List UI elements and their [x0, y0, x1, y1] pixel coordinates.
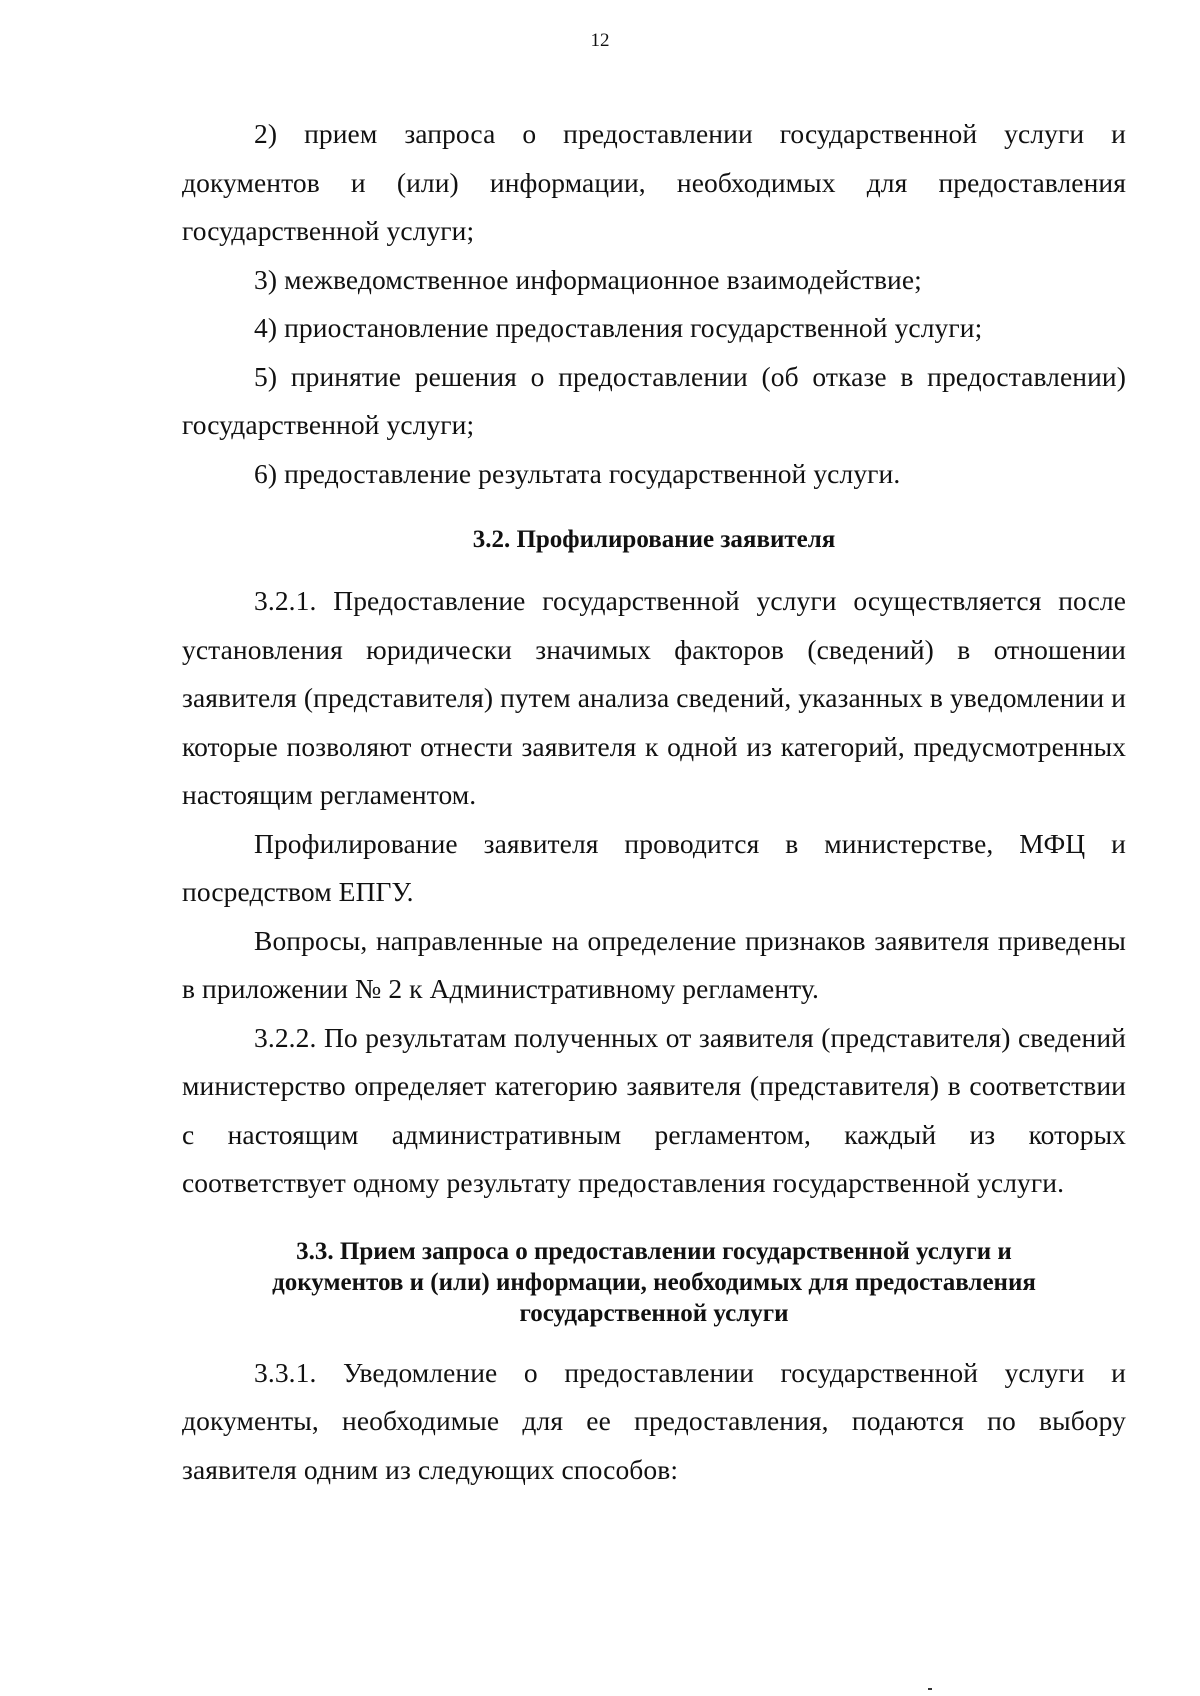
list-item-6: 6) предоставление результата государственной услуги. — [254, 457, 901, 489]
paragraph-questions-appendix: Вопросы, направленные на определение признаков заявителя приведены в приложении № 2 к Административному регламенту. — [182, 924, 1126, 1004]
list-item-3: 3) межведомственное информационное взаимодействие; — [254, 263, 922, 295]
paragraph-3-2-2: 3.2.2. По результатам полученных от заявителя (представителя) сведений министерство определяет категорию заявителя (представителя) в соответствии с настоящим административным регламентом, каждый из которых соответствует одному результату предоставления государственной услуги. — [182, 1021, 1126, 1198]
document-body — [182, 110, 1126, 1494]
section-3-3-heading-line-1: 3.3. Прием запроса о предоставлении государственной услуги и — [296, 1237, 1012, 1265]
section-3-3-heading — [182, 1236, 1126, 1329]
list-item-2: 2) прием запроса о предоставлении государственной услуги и документов и (или) информации, необходимых для предоставления государственной услуги; — [182, 118, 1126, 246]
scan-artifact — [928, 1688, 932, 1690]
list-item-5: 5) принятие решения о предоставлении (об отказе в предоставлении) государственной услуги; — [182, 360, 1126, 440]
paragraph-3-2-1: 3.2.1. Предоставление государственной услуги осуществляется после установления юридически значимых факторов (сведений) в отношении заявителя (представителя) путем анализа сведений, указанных в уведомлении и которые позволяют отнести заявителя к одной из категорий, предусмотренных настоящим регламентом. — [182, 585, 1126, 810]
page-number: 12 — [590, 30, 610, 51]
paragraph-3-3-1: 3.3.1. Уведомление о предоставлении государственной услуги и документы, необходимые для ее предоставления, подаются по выбору заявителя одним из следующих способов: — [182, 1356, 1126, 1485]
section-3-3-heading-line-3: государственной услуги — [519, 1299, 789, 1327]
list-item-4: 4) приостановление предоставления государственной услуги; — [254, 312, 983, 343]
section-3-2-heading: 3.2. Профилирование заявителя — [472, 526, 836, 553]
paragraph-profiling-location: Профилирование заявителя проводится в министерстве, МФЦ и посредством ЕПГУ. — [182, 827, 1126, 907]
section-3-3-heading-line-2: документов и (или) информации, необходимых для предоставления — [272, 1268, 1036, 1296]
